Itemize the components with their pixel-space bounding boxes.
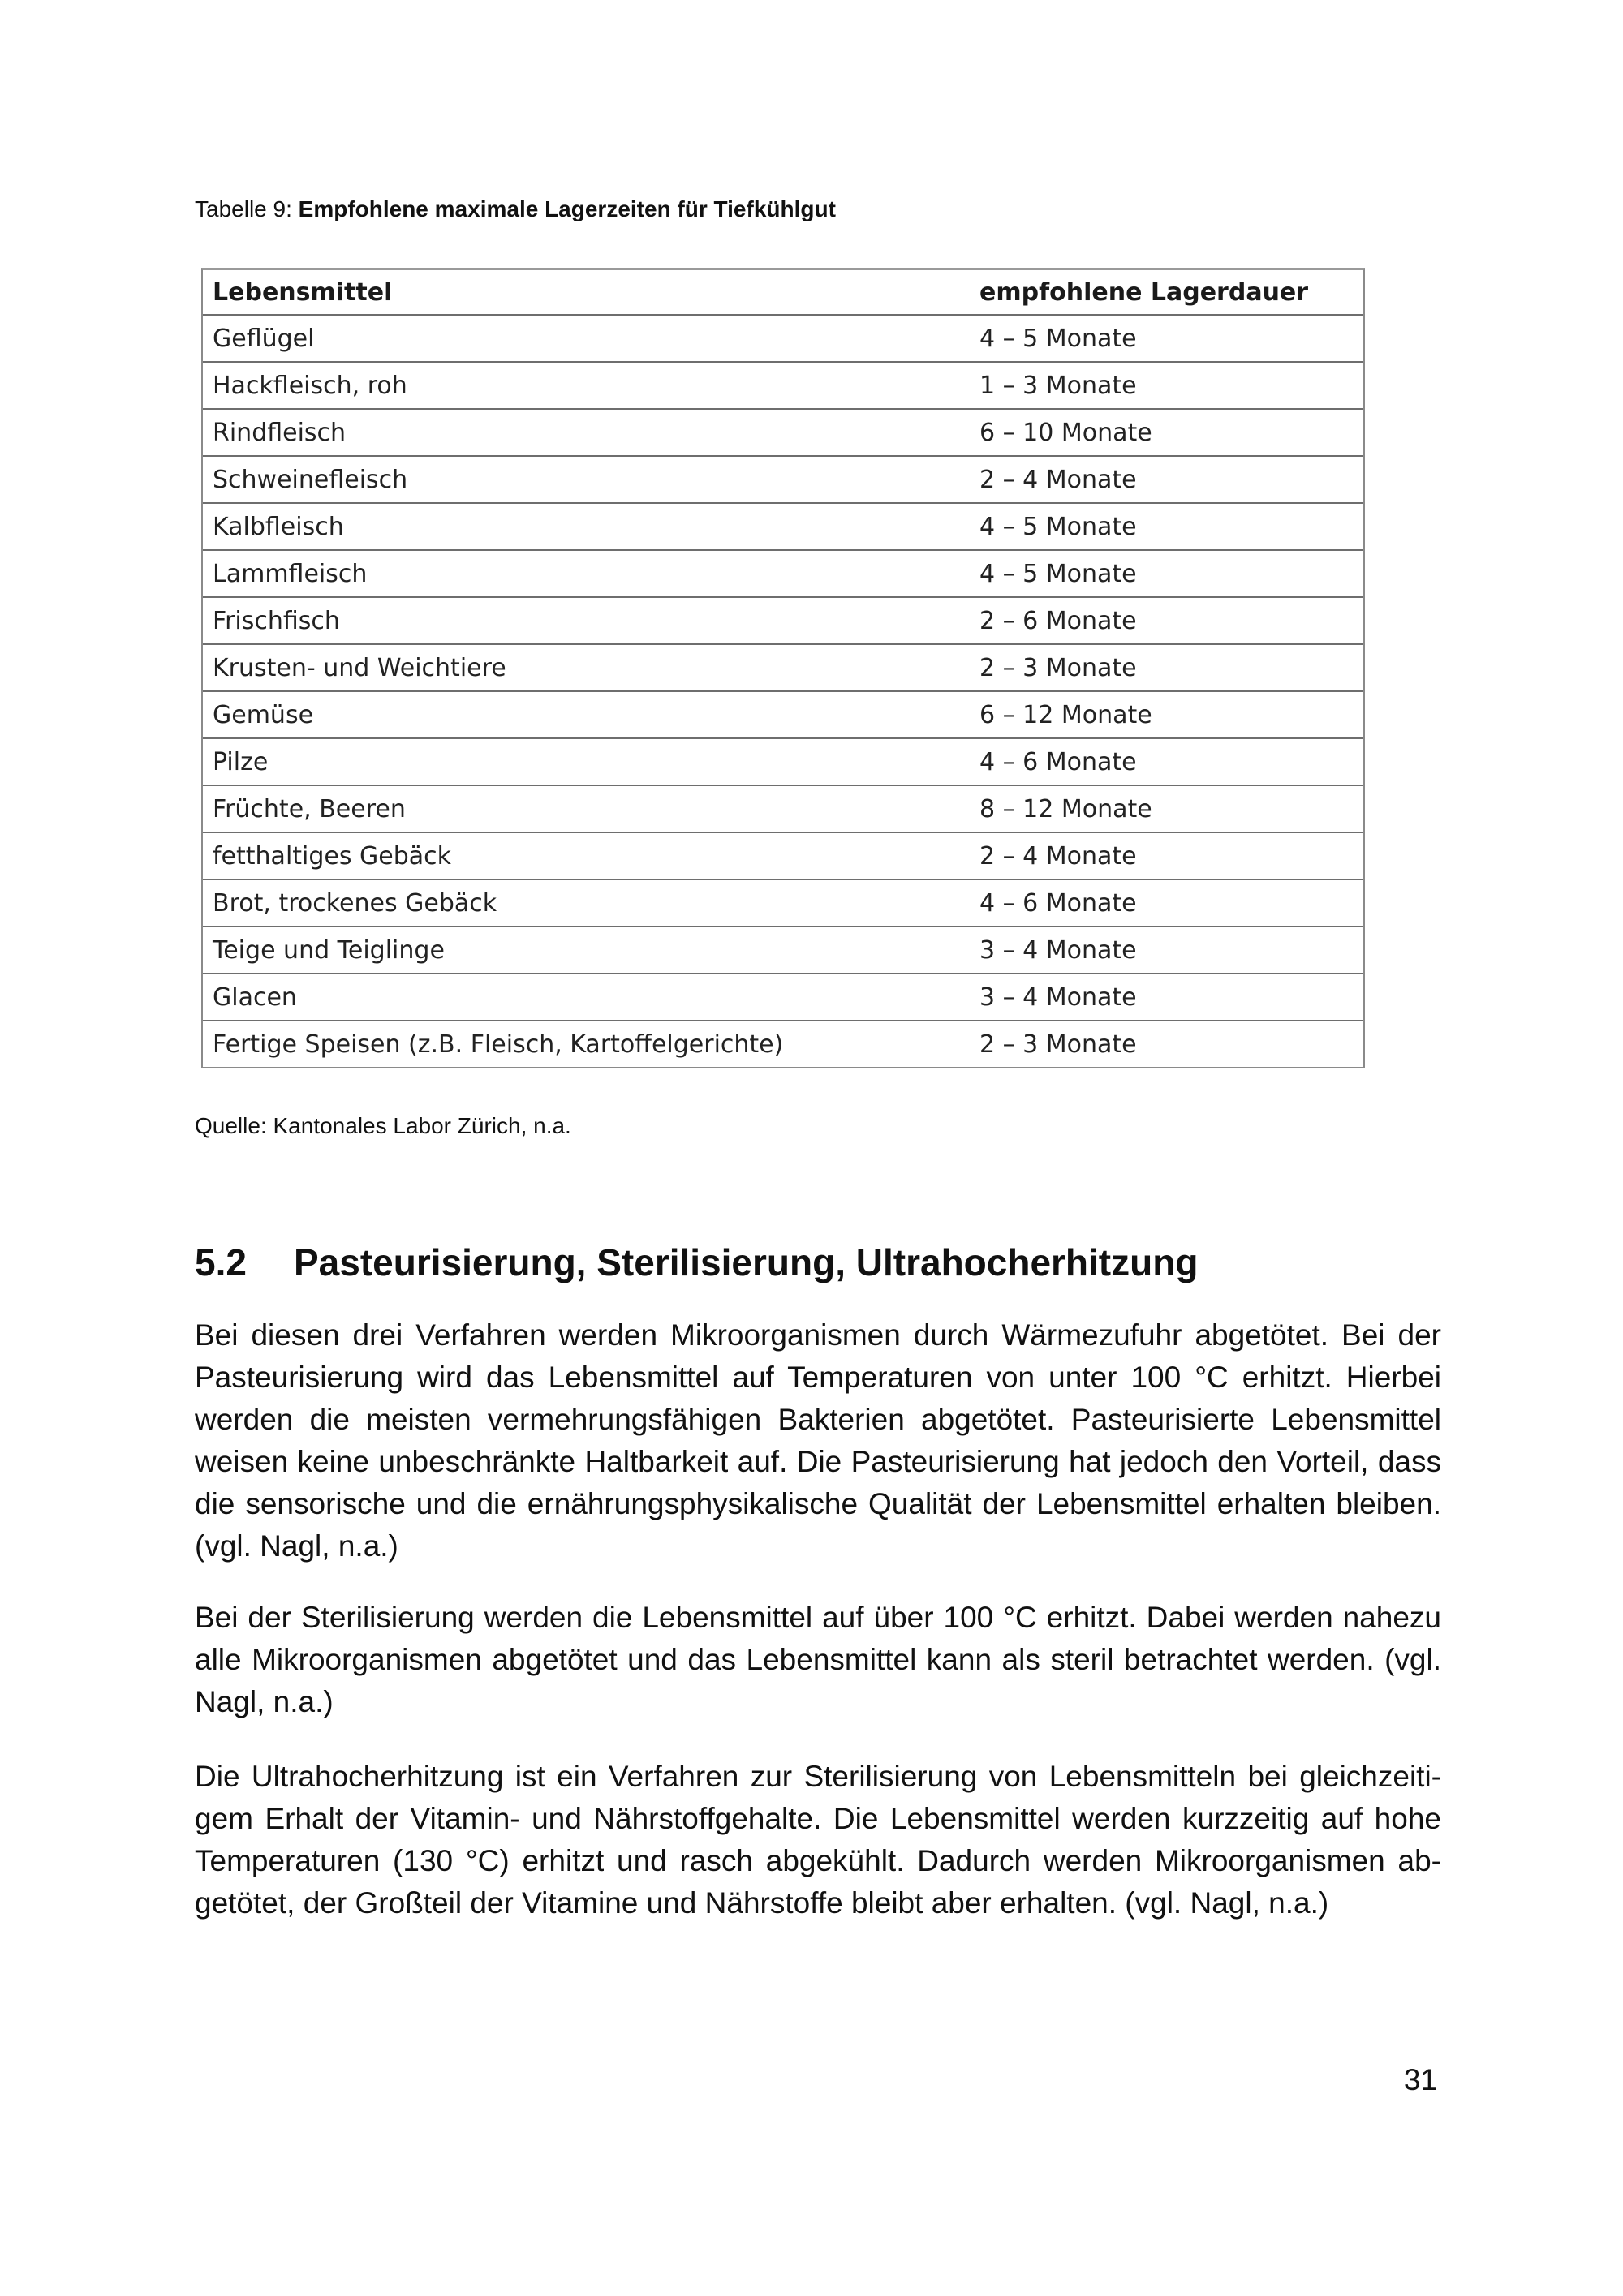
table-row (203, 597, 1363, 644)
duration-cell: 2 – 6 Monate (970, 597, 1363, 644)
table-row (203, 456, 1363, 503)
table-caption-title: Empfohlene maximale Lagerzeiten für Tiefkühlgut (298, 196, 836, 221)
food-cell: Hackfleisch, roh (203, 362, 970, 409)
duration-cell: 4 – 5 Monate (970, 503, 1363, 550)
food-cell: Krusten- und Weichtiere (203, 644, 970, 691)
table-row (203, 974, 1363, 1021)
food-cell: Früchte, Beeren (203, 785, 970, 832)
duration-cell: 2 – 3 Monate (970, 644, 1363, 691)
storage-times-table (203, 270, 1363, 1067)
food-cell: Lammfleisch (203, 550, 970, 597)
duration-cell: 2 – 4 Monate (970, 832, 1363, 879)
page-number: 31 (1403, 2063, 1437, 2096)
food-cell: fetthaltiges Gebäck (203, 832, 970, 879)
food-cell: Pilze (203, 738, 970, 785)
table-row (203, 315, 1363, 362)
food-cell: Fertige Speisen (z.B. Fleisch, Kartoffelgerichte) (213, 1030, 784, 1059)
duration-cell: 1 – 3 Monate (970, 362, 1363, 409)
food-cell: Brot, trockenes Gebäck (203, 879, 970, 927)
table-caption-label: Tabelle 9: (195, 196, 299, 221)
duration-cell: 2 – 4 Monate (970, 456, 1363, 503)
table-row (203, 879, 1363, 927)
table-row (203, 927, 1363, 974)
table-row (203, 832, 1363, 879)
duration-cell: 6 – 10 Monate (970, 409, 1363, 456)
section-number: 5.2 (195, 1241, 247, 1283)
table-row (203, 503, 1363, 550)
table-row (203, 644, 1363, 691)
table-row (203, 785, 1363, 832)
table-source: Quelle: Kantonales Labor Zürich, n.a. (195, 1113, 571, 1138)
food-cell: Rindfleisch (203, 409, 970, 456)
duration-cell: 3 – 4 Monate (970, 974, 1363, 1021)
table-header-row (203, 270, 1363, 315)
food-cell: Teige und Teiglinge (203, 927, 970, 974)
food-cell: Glacen (203, 974, 970, 1021)
column-header-duration: empfohlene Lagerdauer (970, 270, 1363, 315)
food-cell: Frischfisch (203, 597, 970, 644)
table-caption (195, 195, 836, 224)
table-row (203, 691, 1363, 738)
food-cell: Geflügel (203, 315, 970, 362)
food-cell: Schweinefleisch (203, 456, 970, 503)
paragraph-uht: Die Ultrahocherhitzung ist ein Verfahren zur Sterilisierung von Lebensmitteln bei gleichzeiti-gem Erhalt der Vitamin- und Nährstoffgehalte. Die Lebensmittel werden kurzzeitig auf hohe Temperaturen (130 °C) erhitzt und rasch abgekühlt. Dadurch werden Mikroorganismen ab-getötet, der Großteil der Vitamine und Nährstoffe bleibt aber erhalten. (vgl. Nagl, n.a.) (195, 1760, 1441, 1920)
section-title: Pasteurisierung, Sterilisierung, Ultrahocherhitzung (294, 1241, 1199, 1283)
column-header-food: Lebensmittel (203, 270, 970, 315)
duration-cell: 8 – 12 Monate (970, 785, 1363, 832)
paragraph-pasteurization: Bei diesen drei Verfahren werden Mikroorganismen durch Wärmezufuhr abgetötet. Bei der Pasteurisierung wird das Lebensmittel auf Temperaturen von unter 100 °C erhitzt. Hierbei werden die meisten vermehrungsfähigen Bakterien abgetötet. Pasteurisierte Lebensmittel weisen keine unbeschränkte Haltbarkeit auf. Die Pasteurisierung hat jedoch den Vorteil, dass die sensorische und die ernährungsphysikalische Qualität der Lebensmittel erhalten bleiben. (vgl. Nagl, n.a.) (195, 1318, 1441, 1563)
duration-cell: 4 – 6 Monate (970, 738, 1363, 785)
storage-table-frame (201, 268, 1365, 1068)
food-cell: Kalbfleisch (203, 503, 970, 550)
food-cell: Gemüse (203, 691, 970, 738)
table-row (203, 550, 1363, 597)
table-row (203, 1021, 1363, 1067)
duration-cell: 6 – 12 Monate (970, 691, 1363, 738)
duration-cell: 2 – 3 Monate (979, 1030, 1137, 1059)
table-row (203, 738, 1363, 785)
duration-cell: 4 – 5 Monate (970, 550, 1363, 597)
table-row (203, 409, 1363, 456)
paragraph-sterilization: Bei der Sterilisierung werden die Lebensmittel auf über 100 °C erhitzt. Dabei werden nahezu alle Mikroorganismen abgetötet und das Lebensmittel kann als steril betrachtet werden. (vgl. Nagl, n.a.) (195, 1601, 1441, 1718)
table-row (203, 362, 1363, 409)
section-heading (195, 1240, 1198, 1285)
duration-cell: 3 – 4 Monate (970, 927, 1363, 974)
duration-cell: 4 – 6 Monate (970, 879, 1363, 927)
duration-cell: 4 – 5 Monate (970, 315, 1363, 362)
table-body (203, 315, 1363, 1067)
